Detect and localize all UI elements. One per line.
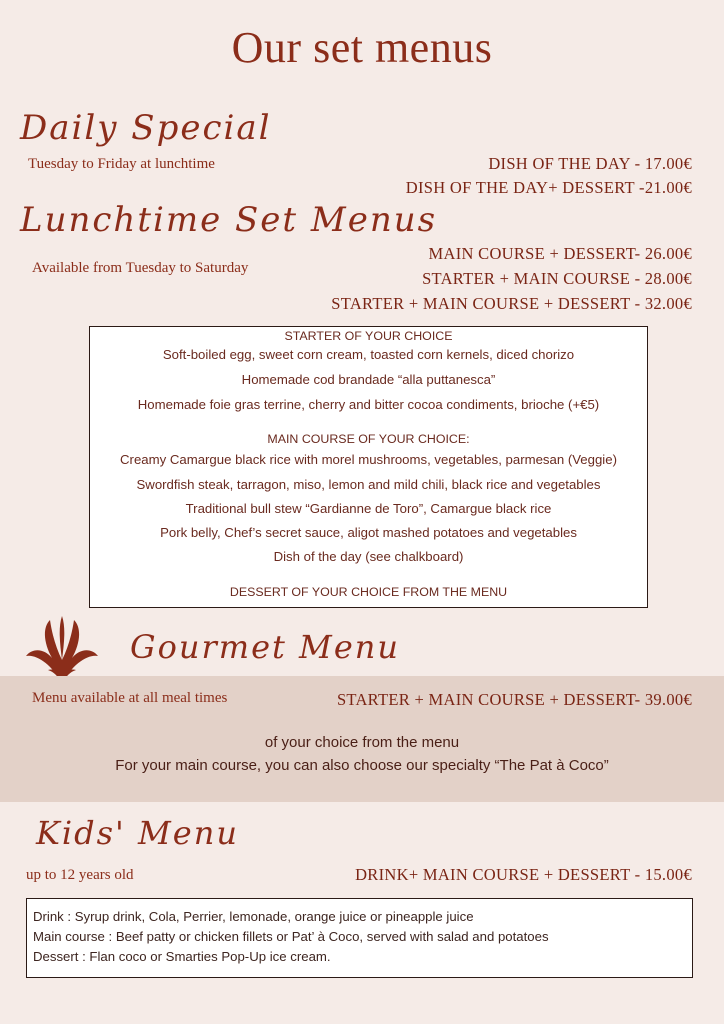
kids-heading: Kids' Menu [36,814,239,852]
main-item: Pork belly, Chef’s secret sauce, aligot mashed potatoes and vegetables [160,525,577,540]
gourmet-price: STARTER + MAIN COURSE + DESSERT- 39.00€ [336,690,692,709]
kids-line: Dessert : Flan coco or Smarties Pop-Up ice cream. [33,949,331,964]
gourmet-line-2: For your main course, you can also choose our specialty “The Pat à Coco” [115,757,609,774]
kids-menu-box [26,898,693,978]
main-item: Swordfish steak, tarragon, miso, lemon and mild chili, black rice and vegetables [136,477,601,492]
page-title: Our set menus [231,23,493,72]
kids-line: Main course : Beef patty or chicken fillets or Pat’ à Coco, served with salad and potatoes [33,929,549,944]
starter-item: Soft-boiled egg, sweet corn cream, toasted corn kernels, diced chorizo [162,347,575,362]
lunch-menu-box [89,326,648,608]
main-heading: MAIN COURSE OF YOUR CHOICE: [267,432,470,446]
main-item: Traditional bull stew “Gardianne de Toro”, Camargue black rice [185,501,552,516]
lunch-price-3: STARTER + MAIN COURSE + DESSERT - 32.00€ [331,294,692,313]
dessert-heading: DESSERT OF YOUR CHOICE FROM THE MENU [229,585,508,599]
kids-line: Drink : Syrup drink, Cola, Perrier, lemonade, orange juice or pineapple juice [33,909,474,924]
kids-subtitle: up to 12 years old [26,867,134,883]
daily-special-subtitle: Tuesday to Friday at lunchtime [28,156,215,172]
lunchtime-subtitle: Available from Tuesday to Saturday [32,260,249,276]
lunch-price-1: MAIN COURSE + DESSERT- 26.00€ [428,244,692,263]
gourmet-line-1: of your choice from the menu [264,734,460,751]
starter-item: Homemade cod brandade “alla puttanesca” [241,372,496,387]
main-item: Creamy Camargue black rice with morel mushrooms, vegetables, parmesan (Veggie) [120,452,617,467]
kids-price: DRINK+ MAIN COURSE + DESSERT - 15.00€ [355,865,692,884]
main-item: Dish of the day (see chalkboard) [273,549,464,564]
daily-price-2: DISH OF THE DAY+ DESSERT -21.00€ [405,178,692,197]
lunchtime-heading: Lunchtime Set Menus [20,200,438,240]
starter-heading: STARTER OF YOUR CHOICE [284,329,453,343]
gourmet-heading: Gourmet Menu [130,628,400,666]
starter-item: Homemade foie gras terrine, cherry and bitter cocoa condiments, brioche (+€5) [137,397,600,412]
lunch-price-2: STARTER + MAIN COURSE - 28.00€ [422,269,692,288]
gourmet-subtitle: Menu available at all meal times [32,690,228,706]
daily-price-1: DISH OF THE DAY - 17.00€ [488,154,692,173]
daily-special-heading: Daily Special [20,108,272,148]
